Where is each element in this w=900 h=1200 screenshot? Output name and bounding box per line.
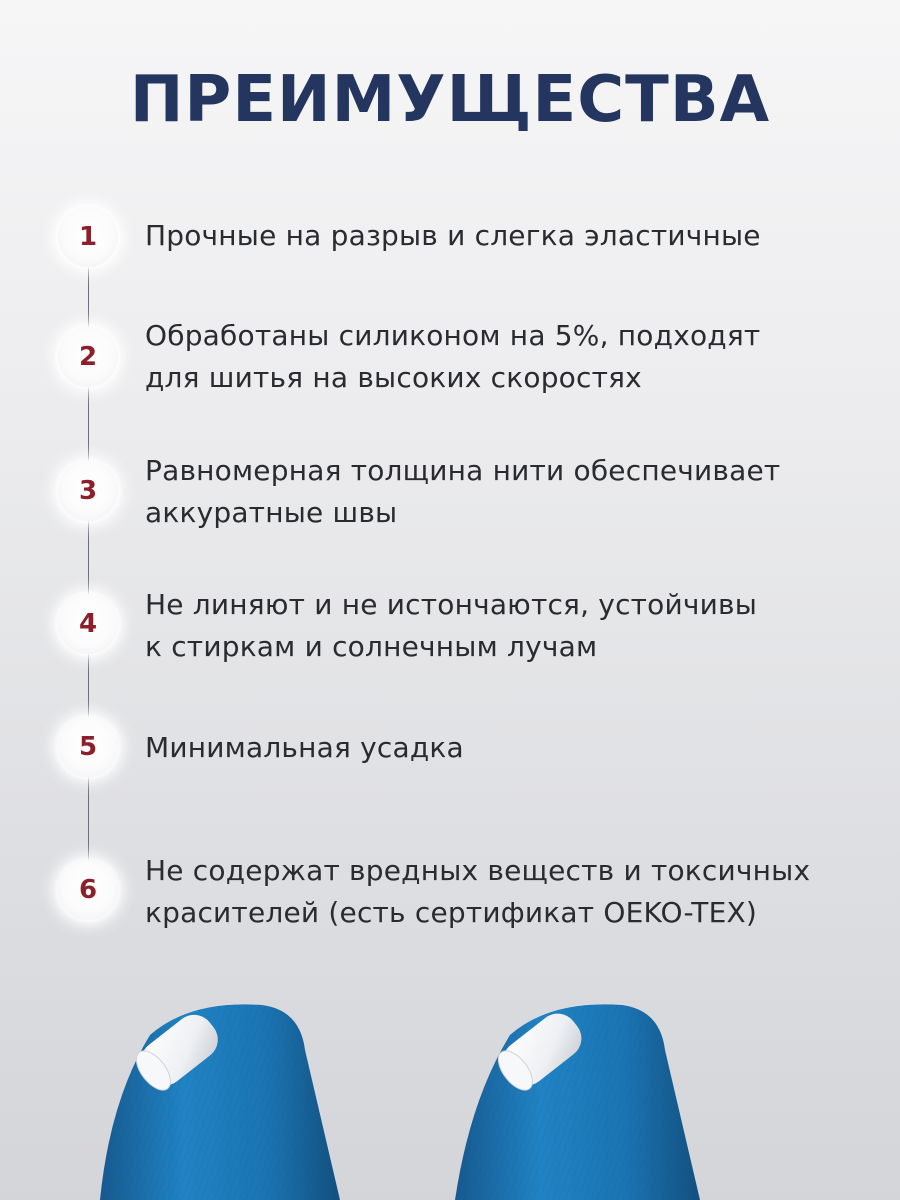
item-number: 5	[78, 732, 98, 762]
advantage-item-text	[145, 215, 865, 257]
advantage-line: Обработаны силиконом на 5%, подходят	[145, 319, 761, 352]
item-number-badge	[58, 717, 118, 777]
item-number-badge	[58, 207, 118, 267]
item-number-badge	[58, 594, 118, 654]
item-number: 3	[78, 476, 98, 506]
advantage-line: Минимальная усадка	[145, 731, 464, 764]
advantage-item-text	[145, 450, 865, 534]
advantage-line: Не линяют и не истончаются, устойчивы	[145, 588, 758, 621]
advantage-item-text	[145, 584, 865, 668]
item-number: 6	[78, 875, 98, 905]
item-number: 2	[78, 342, 98, 372]
item-number-badge	[58, 461, 118, 521]
advantage-line: красителей (есть сертификат OEKO-TEX)	[145, 896, 757, 929]
thread-spools-image	[0, 980, 900, 1200]
item-number-badge	[58, 327, 118, 387]
advantage-line: Не содержат вредных веществ и токсичных	[145, 854, 811, 887]
advantage-line: к стиркам и солнечным лучам	[145, 630, 598, 663]
advantage-item-text	[145, 727, 865, 769]
page-title: ПРЕИМУЩЕСТВА	[129, 63, 771, 137]
advantage-item-text	[145, 850, 865, 934]
item-number: 1	[78, 222, 98, 252]
advantage-line: Равномерная толщина нити обеспечивает	[145, 454, 781, 487]
item-number: 4	[78, 609, 98, 639]
advantage-item-text	[145, 315, 865, 399]
advantage-line: для шитья на высоких скоростях	[145, 361, 642, 394]
spool-right	[455, 1004, 700, 1200]
item-number-badge	[58, 860, 118, 920]
spool-left	[100, 1004, 340, 1200]
advantage-line: Прочные на разрыв и слегка эластичные	[145, 219, 761, 252]
advantage-line: аккуратные швы	[145, 496, 398, 529]
